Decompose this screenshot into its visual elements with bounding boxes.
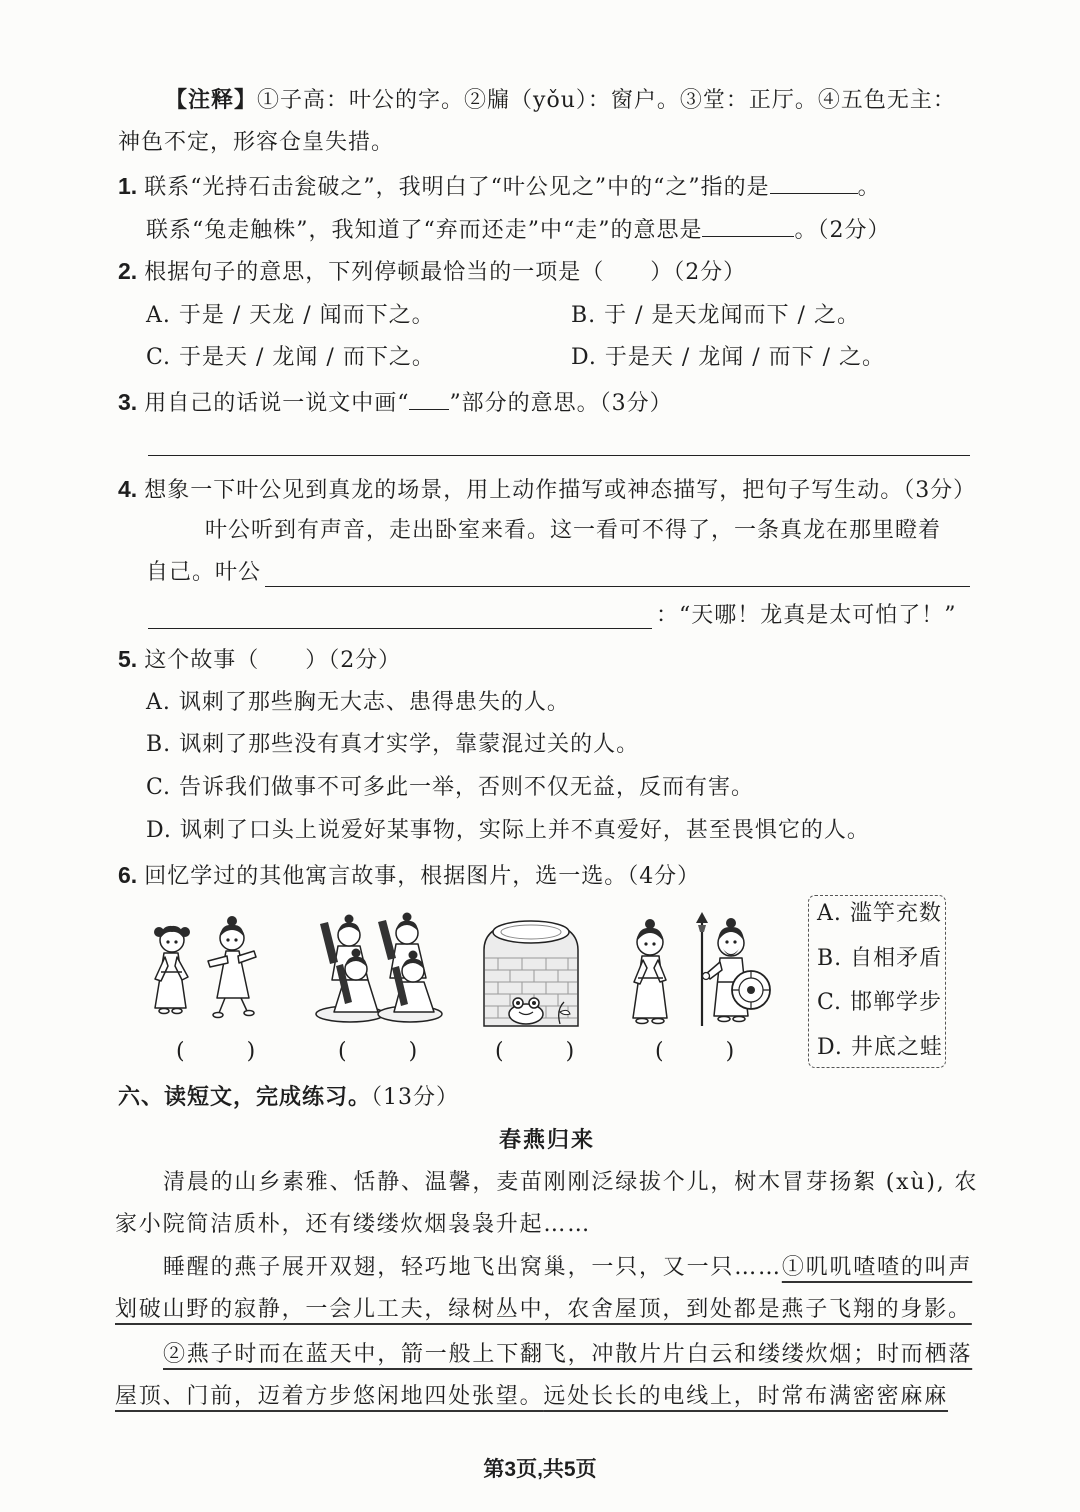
answer-bracket: ( ) <box>495 1039 581 1064</box>
question-4-stem <box>118 474 976 504</box>
question-3-stem <box>118 387 673 417</box>
answer-line <box>148 455 970 456</box>
annotation-label: 【注释】 <box>165 87 258 113</box>
answer-bracket: ( ) <box>338 1039 424 1064</box>
question-text: 联系“光持石击瓮破之”，我明白了“叶公见之”中的“之”指的是 <box>144 175 770 200</box>
underlined-sentence: ①叽叽喳喳的叫声 <box>781 1255 973 1280</box>
question-number: 2. <box>118 258 138 284</box>
question-5-option-a: A. 讽刺了那些胸无大志、患得患失的人。 <box>146 690 570 715</box>
pipe-players-icon <box>310 910 444 1024</box>
question-text: 回忆学过的其他寓言故事，根据图片，选一选。（4分） <box>144 864 701 889</box>
question-2-option-d: D. 于是天 / 龙闻 / 而下 / 之。 <box>571 345 886 370</box>
question-1-line-1 <box>118 171 881 201</box>
underlined-sentence: 屋顶、门前，迈着方步悠闲地四处张望。 <box>115 1384 544 1409</box>
answer-line <box>148 628 652 629</box>
frog-in-well-icon <box>476 906 586 1030</box>
question-number: 5. <box>118 646 138 672</box>
question-4-passage-line-1: 叶公听到有声音，走出卧室来看。这一看可不得了，一条真龙在那里瞪着 <box>205 518 942 543</box>
passage-line <box>115 1382 948 1412</box>
question-6-stem <box>118 860 700 890</box>
question-5-option-d: D. 讽刺了口头上说爱好某事物，实际上并不真爱好，甚至畏惧它的人。 <box>146 818 870 843</box>
page-number: 第3页,共5页 <box>483 1458 597 1481</box>
choice-b: B. 自相矛盾 <box>817 946 943 971</box>
passage-line <box>163 1340 972 1370</box>
passage-line <box>115 1295 972 1325</box>
question-2-option-b: B. 于 / 是天龙闻而下 / 之。 <box>571 303 860 328</box>
passage-text: 睡醒的燕子展开双翅，轻巧地飞出窝巢，一只，又一只…… <box>163 1255 782 1280</box>
question-text: 。（2分） <box>794 218 891 243</box>
underlined-sentence: ②燕子时而在蓝天中，箭一般上下翻飞，冲散片片白云和缕缕炊烟；时而栖落 <box>163 1342 973 1367</box>
question-5-option-c: C. 告诉我们做事不可多此一举，否则不仅无益，反而有害。 <box>146 775 755 800</box>
question-5-stem <box>118 644 401 674</box>
question-2-option-a: A. 于是 / 天龙 / 闻而下之。 <box>146 303 435 328</box>
answer-line <box>265 586 970 587</box>
question-1-line-2 <box>146 214 890 244</box>
underlined-sentence: 划破山野的寂静，一会儿工夫，绿树丛中，农舍屋顶，到处都是燕子飞翔的身影。 <box>115 1297 972 1322</box>
question-number: 6. <box>118 862 138 888</box>
question-number: 3. <box>118 389 138 415</box>
section-heading-text: 六、读短文，完成练习。 <box>118 1084 372 1110</box>
question-4-passage-line-3: ：“天哪！龙真是太可怕了！” <box>656 603 957 628</box>
answer-blank <box>702 214 794 237</box>
underlined-sentence: 远处长长的电线上，时常布满密密麻麻 <box>543 1384 949 1409</box>
section-heading <box>118 1082 459 1112</box>
question-text: 用自己的话说一说文中画“ <box>144 391 410 416</box>
question-2-stem <box>118 256 746 286</box>
question-text: 根据句子的意思，下列停顿最恰当的一项是（ ）（2分） <box>144 260 747 285</box>
two-children-walking-icon <box>146 912 258 1022</box>
question-4-passage-line-2: 自己。叶公 <box>146 560 262 585</box>
answer-bracket: ( ) <box>655 1039 741 1064</box>
annotation-line-1 <box>165 85 956 115</box>
question-text: ”部分的意思。（3分） <box>449 391 673 416</box>
question-text: 联系“兔走触株”，我知道了“弃而还走”中“走”的意思是 <box>146 218 703 243</box>
choices-box <box>808 895 946 1068</box>
question-text: 。 <box>857 175 881 200</box>
question-5-option-b: B. 讽刺了那些没有真才实学，靠蒙混过关的人。 <box>146 732 640 757</box>
choice-c: C. 邯郸学步 <box>817 990 943 1015</box>
question-number: 4. <box>118 476 138 502</box>
answer-bracket: ( ) <box>176 1039 262 1064</box>
annotation-text: ①子高：叶公的字。②牖（yǒu）：窗户。③堂：正厅。④五色无主： <box>257 88 956 113</box>
passage-title: 春燕归来 <box>498 1127 595 1153</box>
annotation-line-2 <box>118 128 394 158</box>
annotation-text: 神色不定，形容仓皇失措。 <box>118 130 395 155</box>
passage-line: 清晨的山乡素雅、恬静、温馨，麦苗刚刚泛绿拔个儿，树木冒芽扬絮 (xù), 农 <box>163 1170 979 1195</box>
section-score: （13分） <box>371 1085 460 1110</box>
question-text: 这个故事（ ）（2分） <box>144 648 402 673</box>
spear-and-shield-seller-icon <box>622 912 772 1030</box>
choice-a: A. 滥竽充数 <box>817 901 942 926</box>
choice-d: D. 井底之蛙 <box>817 1035 943 1060</box>
question-number: 1. <box>118 173 138 199</box>
underline-sample <box>409 387 449 410</box>
question-text: 想象一下叶公见到真龙的场景，用上动作描写或神态描写，把句子写生动。（3分） <box>144 478 977 503</box>
passage-line: 家小院简洁质朴，还有缕缕炊烟袅袅升起…… <box>115 1212 592 1237</box>
answer-blank <box>770 171 858 194</box>
question-2-option-c: C. 于是天 / 龙闻 / 而下之。 <box>146 345 435 370</box>
passage-line <box>163 1253 972 1283</box>
